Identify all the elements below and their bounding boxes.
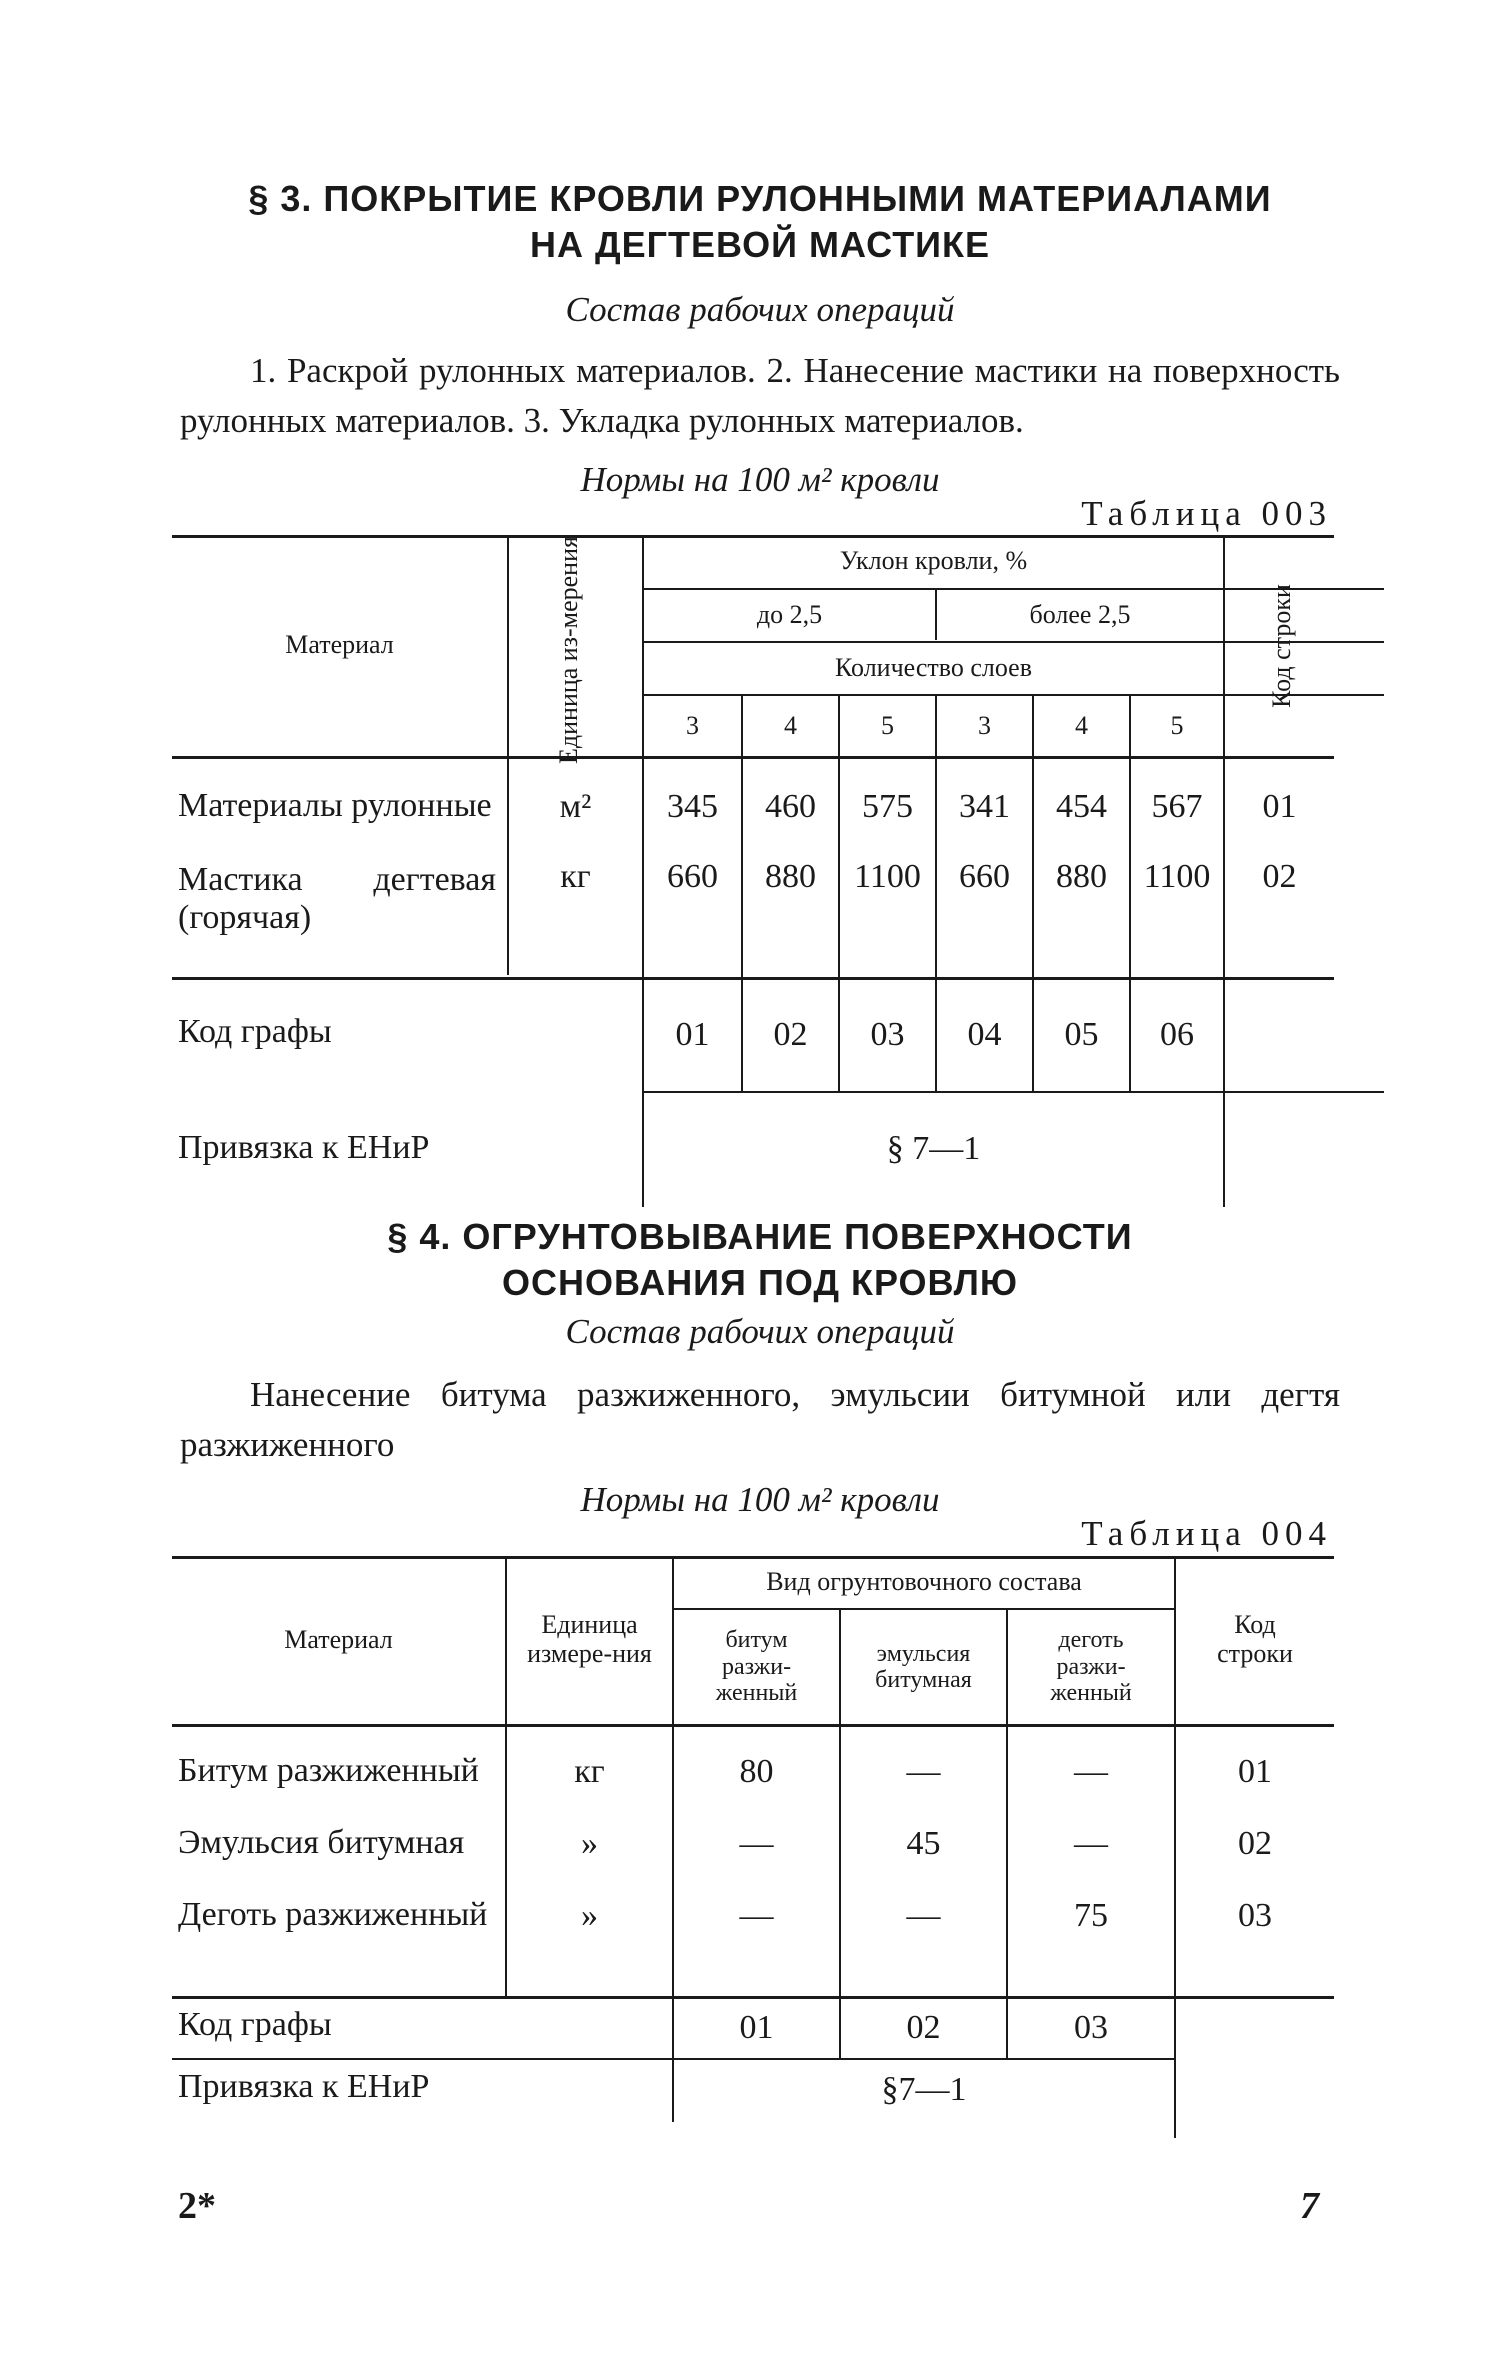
table004-body-bottom: [172, 1996, 1334, 1999]
table003-row1-code: 01: [1262, 788, 1297, 826]
table003-row2-v2: 880: [765, 858, 816, 896]
table003-header-bottom: [172, 756, 1334, 759]
table003-row1-v1: 345: [667, 788, 718, 826]
table004-header-bottom: [172, 1724, 1334, 1727]
table003-label: Таблица 003: [1081, 494, 1332, 533]
table004-row3-v1: —: [739, 1897, 774, 1935]
table003-row1-v6: 567: [1151, 788, 1203, 826]
table003-col-unit: Единица из-мерения: [554, 536, 583, 764]
table004-row1-v3: —: [1074, 1753, 1108, 1791]
table003-graph-code-2: 02: [773, 1016, 808, 1054]
table004-row1-material: Битум разжиженный: [178, 1752, 479, 1789]
table003-row1-v4: 341: [959, 788, 1010, 826]
table004-row3-unit: »: [581, 1897, 598, 1935]
table003-enir-label: Привязка к ЕНиР: [178, 1129, 430, 1166]
table004-row1-code: 01: [1238, 1753, 1272, 1791]
table003-col-material: Материал: [285, 630, 394, 660]
table004-row1-unit: кг: [574, 1753, 605, 1791]
table004-row3-code: 03: [1238, 1897, 1272, 1935]
table003-graph-code-1: 01: [675, 1016, 710, 1054]
table004-type-1: битум разжи-женный: [715, 1627, 798, 1707]
table003-row1-material: Материалы рулонные: [178, 787, 492, 824]
table004-col-code: Код строки: [1217, 1610, 1293, 1668]
table003-row1-v3: 575: [862, 788, 913, 826]
table004-graph-code-3: 03: [1074, 2009, 1108, 2047]
table004-row1-v2: —: [906, 1753, 941, 1791]
section3-norms-caption: Нормы на 100 м² кровли: [580, 460, 940, 499]
section3-title-line2: НА ДЕГТЕВОЙ МАСТИКЕ: [529, 224, 991, 265]
table004-row2-v1: —: [739, 1825, 774, 1863]
section4-norms-caption: Нормы на 100 м² кровли: [580, 1480, 940, 1519]
table003-body-bottom: [172, 977, 1334, 980]
table003-group-1: до 2,5: [756, 600, 823, 630]
table003-layer-1: 3: [686, 710, 699, 740]
table003-row1-v5: 454: [1056, 788, 1107, 826]
table004-row2-unit: »: [581, 1825, 598, 1863]
table004-enir-label: Привязка к ЕНиР: [178, 2068, 430, 2105]
table004-enir-value: §7—1: [881, 2071, 967, 2109]
table003-layer-3: 5: [881, 710, 894, 740]
section4-title-line2: ОСНОВАНИЯ ПОД КРОВЛЮ: [501, 1262, 1018, 1303]
table004-row2-code: 02: [1238, 1825, 1272, 1863]
table003-row2-v3: 1100: [854, 858, 921, 896]
table004-col-type: Вид огрунтовочного состава: [766, 1566, 1082, 1596]
section3-title-line1: § 3. ПОКРЫТИЕ КРОВЛИ РУЛОННЫМИ МАТЕРИАЛАМИ: [248, 178, 1272, 219]
table004-row2-v2: 45: [906, 1825, 941, 1863]
table004-graph-code-label: Код графы: [178, 2006, 332, 2043]
table003-graph-code-4: 04: [967, 1016, 1002, 1054]
table003-graph-code-label: Код графы: [178, 1013, 332, 1050]
signature-mark: 2*: [178, 2185, 216, 2227]
table004-graph-code-2: 02: [906, 2009, 941, 2047]
table003-col-code: Код строки: [1267, 584, 1296, 708]
section3-ops-text: 1. Раскрой рулонных материалов. 2. Нанесение мастики на поверхность рулонных материалов. 3. Укладка рулонных материалов.: [180, 351, 1340, 440]
table003-row2-material: Мастика дегтевая (горячая): [178, 861, 496, 936]
table004-row2-material: Эмульсия битумная: [178, 1824, 465, 1861]
table003-row2-v4: 660: [959, 858, 1010, 896]
table004-graph-code-1: 01: [739, 2009, 774, 2047]
table003-codes-bottom: [644, 1091, 1384, 1093]
table003-row2-v1: 660: [667, 858, 718, 896]
table004-col-unit: Единица измере-ния: [527, 1610, 652, 1668]
table003-layer-6: 5: [1170, 710, 1184, 740]
table003-layer-4: 3: [978, 710, 991, 740]
table004-row2-v3: —: [1074, 1825, 1108, 1863]
table004-row3-v3: 75: [1074, 1897, 1108, 1935]
table003-row2-code: 02: [1262, 858, 1297, 896]
table003-graph-code-3: 03: [870, 1016, 905, 1054]
table003-group-2: более 2,5: [1029, 600, 1131, 630]
table004-label: Таблица 004: [1081, 1514, 1332, 1553]
table003-layer-5: 4: [1075, 710, 1088, 740]
table003-enir-value: § 7—1: [886, 1130, 981, 1168]
table004-row3-v2: —: [906, 1897, 941, 1935]
table004-row3-material: Деготь разжиженный: [178, 1896, 488, 1933]
section4-ops-text: Нанесение битума разжиженного, эмульсии битумной или дегтя разжиженного: [180, 1375, 1340, 1464]
table004-type-3: деготь разжи-женный: [1050, 1627, 1132, 1707]
table003-row2-v6: 1100: [1143, 858, 1211, 896]
table003-graph-code-6: 06: [1160, 1016, 1194, 1054]
table-004: [172, 1556, 1334, 2138]
page-number: 7: [1300, 2185, 1319, 2227]
table004-col-material: Материал: [284, 1624, 393, 1654]
table004-type-2: эмульсия битумная: [875, 1640, 972, 1693]
table003-row1-v2: 460: [765, 788, 816, 826]
table003-col-slope: Уклон кровли, %: [839, 546, 1028, 576]
table-003: [172, 535, 1334, 1207]
section3-ops-heading: Состав рабочих операций: [565, 290, 955, 329]
table003-graph-code-5: 05: [1064, 1016, 1099, 1054]
table004-row1-v1: 80: [739, 1753, 774, 1791]
section4-ops-heading: Состав рабочих операций: [565, 1312, 955, 1351]
table003-row2-unit: кг: [560, 858, 591, 896]
table003-layer-2: 4: [784, 710, 797, 740]
table003-row2-v5: 880: [1056, 858, 1107, 896]
table003-vline-unit: [507, 535, 509, 975]
table003-row1-unit: м²: [559, 788, 592, 826]
table003-col-layers: Количество слоев: [834, 653, 1032, 683]
section4-title-line1: § 4. ОГРУНТОВЫВАНИЕ ПОВЕРХНОСТИ: [387, 1216, 1133, 1257]
